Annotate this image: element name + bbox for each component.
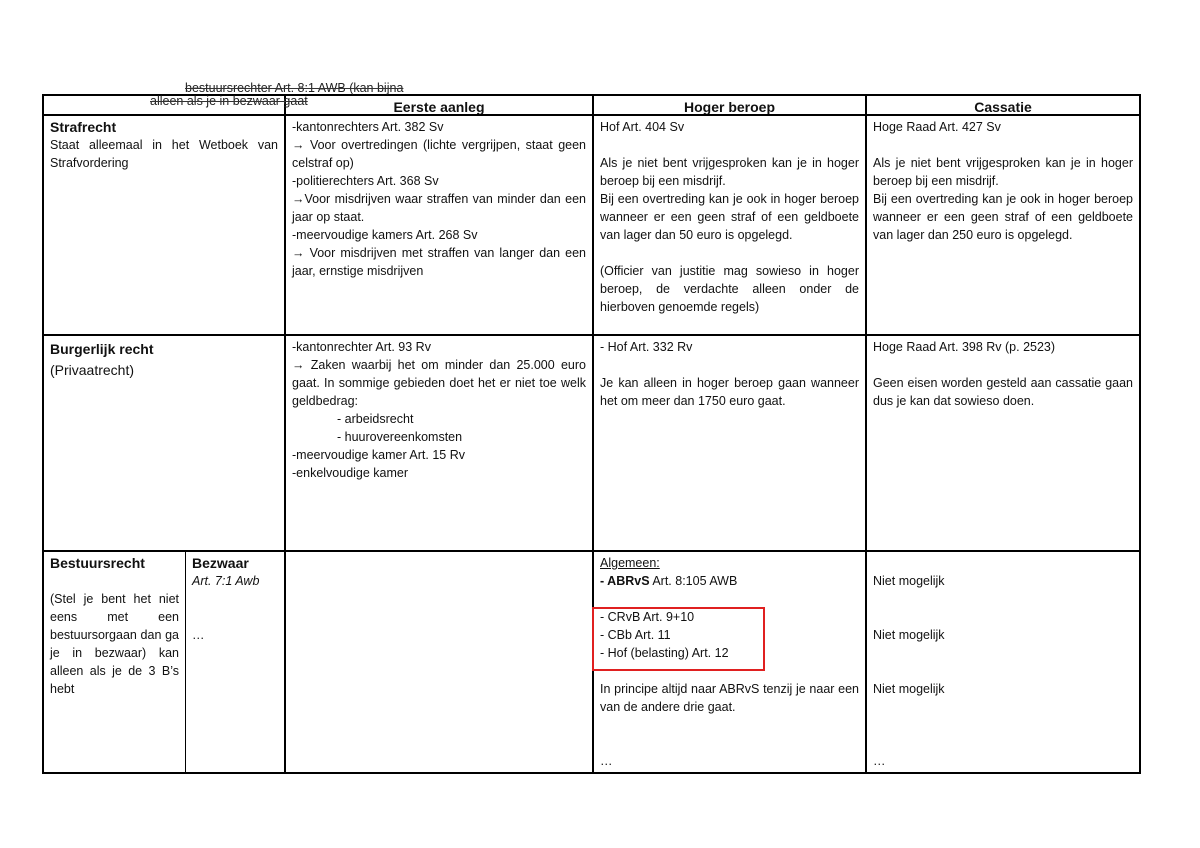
- strafrecht-description: Staat alleemaal in het Wetboek van Strafvordering: [50, 138, 278, 170]
- bestuursrecht-eerste-aanleg: [286, 552, 592, 772]
- burgerlijk-title: Burgerlijk recht: [50, 341, 154, 357]
- list-item: →Voor misdrijven waar straffen van minder dan een jaar op staat.: [292, 192, 586, 224]
- strafrecht-hoger-beroep: [594, 116, 865, 334]
- list-item: Niet mogelijk: [873, 682, 945, 696]
- header-cassatie: Cassatie: [974, 99, 1032, 114]
- burgerlijk-cassatie: [867, 336, 1139, 550]
- list-item: → Zaken waarbij het om minder dan 25.000 euro gaat. In sommige gebieden doet het er niet toe welk geldbedrag:: [292, 358, 586, 408]
- list-item: -kantonrechters Art. 382 Sv: [292, 120, 444, 134]
- list-item: → Voor misdrijven met straffen van langer dan een jaar, ernstige misdrijven: [292, 246, 586, 278]
- list-item: - CBb Art. 11: [600, 628, 671, 642]
- header-hoger-beroep: Hoger beroep: [683, 99, 775, 114]
- bestuursrecht-description: (Stel je bent het niet eens met een bestuursorgaan dan ga je in bezwaar) kan alleen als je de 3 B’s hebt: [50, 592, 179, 696]
- list-item: Als je niet bent vrijgesproken kan je in hoger beroep bij een misdrijf.: [600, 156, 859, 188]
- list-item: - arbeidsrecht: [337, 412, 414, 426]
- list-item: - Hof Art. 332 Rv: [600, 340, 693, 354]
- bezwaar-ellipsis: …: [192, 628, 205, 642]
- list-item: → Voor overtredingen (lichte vergrijpen, staat geen celstraf op): [292, 138, 586, 170]
- hoger-ellipsis: …: [600, 754, 613, 768]
- abrvs-article: Art. 8:105 AWB: [649, 574, 738, 588]
- list-item: -enkelvoudige kamer: [292, 466, 409, 480]
- strafrecht-label-cell: [44, 116, 284, 334]
- algemeen-heading: Algemeen:: [600, 556, 660, 570]
- list-item: -politierechters Art. 368 Sv: [292, 174, 439, 188]
- list-item: -meervoudige kamer Art. 15 Rv: [292, 448, 465, 462]
- bestuursrecht-cassatie: [867, 552, 1139, 772]
- red-highlight-box: [592, 607, 765, 671]
- abrvs-line: [600, 572, 859, 590]
- list-item: Hoge Raad Art. 398 Rv (p. 2523): [873, 340, 1056, 354]
- list-item: Als je niet bent vrijgesproken kan je in hoger beroep bij een misdrijf.: [873, 156, 1133, 188]
- list-item: - CRvB Art. 9+10: [600, 610, 695, 624]
- list-item: Hof Art. 404 Sv: [600, 120, 685, 134]
- cassatie-ellipsis: …: [873, 754, 886, 768]
- header-eerste-aanleg: Eerste aanleg: [393, 99, 485, 114]
- abrvs-label: - ABRvS: [600, 574, 650, 588]
- list-item: Bij een overtreding kan je ook in hoger beroep wanneer er een geen straf of een geldboete van lager dan 250 euro is opgelegd.: [873, 192, 1133, 242]
- bestuursrecht-label-cell: [44, 552, 185, 772]
- stray-text-overlay: [150, 82, 450, 108]
- list-item: Bij een overtreding kan je ook in hoger beroep wanneer er een geen straf of een geldboete van lager dan 50 euro is opgelegd.: [600, 192, 859, 242]
- bestuursrecht-title: Bestuursrecht: [50, 555, 145, 571]
- table-border-right: [1139, 94, 1141, 774]
- principe-text: In principe altijd naar ABRvS tenzij je naar een van de andere drie gaat.: [600, 682, 859, 714]
- burgerlijk-label-cell: [44, 336, 284, 550]
- stray-text-line-2: alleen als je in bezwaar gaat: [150, 94, 308, 108]
- bezwaar-cell: [186, 552, 284, 772]
- list-item: Niet mogelijk: [873, 628, 945, 642]
- burgerlijk-subtitle: (Privaatrecht): [50, 362, 135, 378]
- bezwaar-title: Bezwaar: [192, 555, 249, 571]
- list-item: Niet mogelijk: [873, 574, 945, 588]
- list-item: - huurovereenkomsten: [337, 430, 463, 444]
- list-item: Geen eisen worden gesteld aan cassatie gaan dus je kan dat sowieso doen.: [873, 376, 1133, 408]
- strafrecht-cassatie: [867, 116, 1139, 334]
- strafrecht-eerste-aanleg: [286, 116, 592, 334]
- strafrecht-title: Strafrecht: [50, 119, 117, 135]
- burgerlijk-hoger-beroep: [594, 336, 865, 550]
- law-overview-table: [42, 94, 1141, 774]
- bezwaar-article: Art. 7:1 Awb: [192, 574, 260, 588]
- list-item: Je kan alleen in hoger beroep gaan wanneer het om meer dan 1750 euro gaat.: [600, 376, 859, 408]
- list-item: - Hof (belasting) Art. 12: [600, 646, 729, 660]
- list-item: -kantonrechter Art. 93 Rv: [292, 340, 431, 354]
- stray-text-line-1: bestuursrechter Art. 8:1 AWB (kan bijna: [185, 81, 404, 95]
- burgerlijk-eerste-aanleg: [286, 336, 592, 550]
- list-item: Hoge Raad Art. 427 Sv: [873, 120, 1001, 134]
- list-item: (Officier van justitie mag sowieso in hoger beroep, de verdachte alleen onder de hierboven genoemde regels): [600, 264, 859, 314]
- list-item: -meervoudige kamers Art. 268 Sv: [292, 228, 478, 242]
